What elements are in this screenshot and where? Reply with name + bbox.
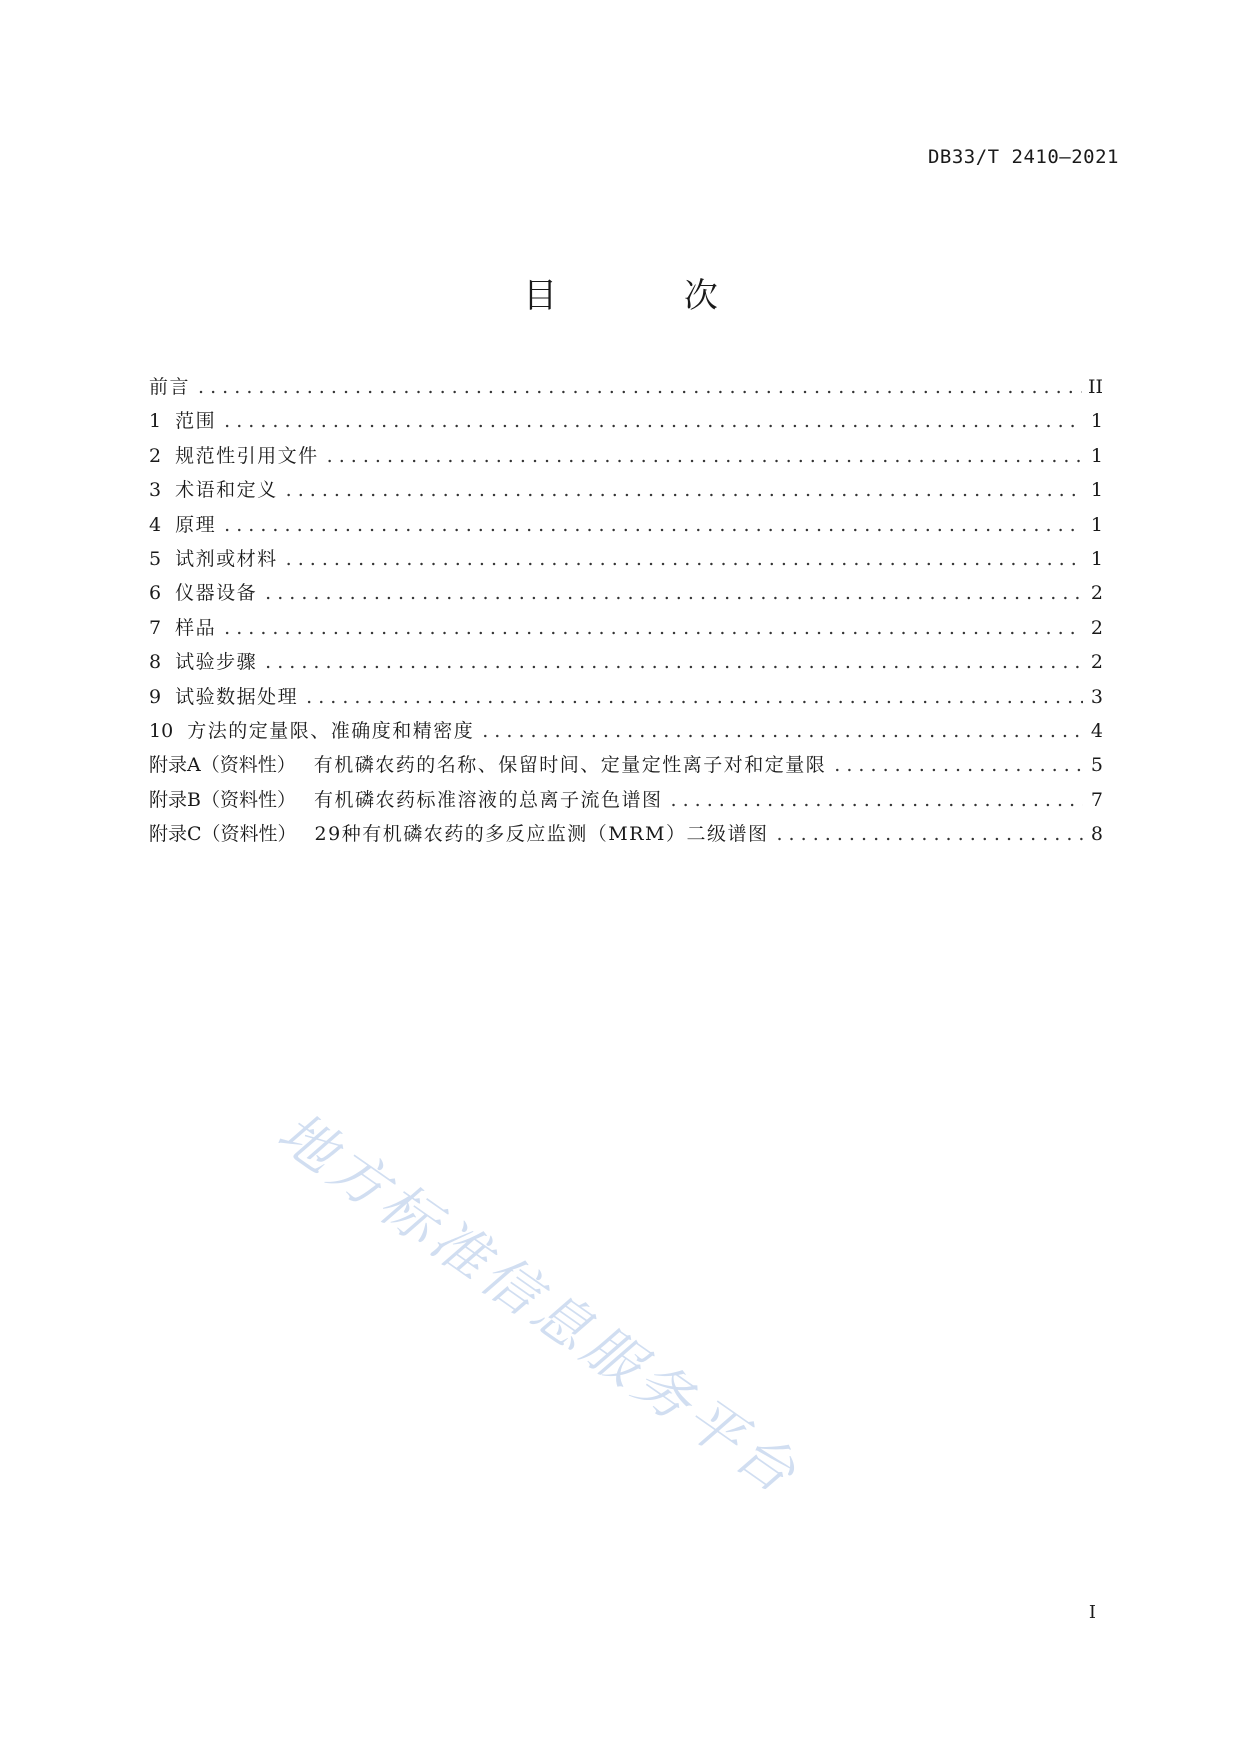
toc-leader-dots xyxy=(482,714,1083,748)
toc-entry-label: 有机磷农药标准溶液的总离子流色谱图 xyxy=(313,788,663,811)
toc-entry-page: 1 xyxy=(1090,410,1103,433)
toc-entry-number: 2 xyxy=(149,444,162,467)
toc-entry-number: 10 xyxy=(149,719,174,742)
toc-entry-page: 2 xyxy=(1090,582,1103,605)
toc-entry-page: 1 xyxy=(1090,513,1103,536)
toc-entry-number: 7 xyxy=(149,616,162,639)
toc-entry-number: 附录A（资料性） xyxy=(149,754,296,777)
toc-entry-label: 试验数据处理 xyxy=(175,685,299,708)
toc-entry-label: 样品 xyxy=(175,616,217,639)
toc-leader-dots xyxy=(198,370,1082,404)
toc-entry-number: 附录C（资料性） xyxy=(149,823,297,846)
toc-entry-1[interactable] xyxy=(149,404,1103,438)
toc-leader-dots xyxy=(286,473,1083,507)
toc-entry-appendix-b[interactable] xyxy=(149,783,1103,817)
toc-entry-page: 1 xyxy=(1090,444,1103,467)
toc-entry-number: 1 xyxy=(149,410,162,433)
toc-entry-page: 7 xyxy=(1090,788,1103,811)
toc-entry-number: 8 xyxy=(149,651,162,674)
toc-entry-7[interactable] xyxy=(149,611,1103,645)
toc-entry-label: 术语和定义 xyxy=(175,479,278,502)
toc-leader-dots xyxy=(670,783,1083,817)
toc-entry-label: 有机磷农药的名称、保留时间、定量定性离子对和定量限 xyxy=(313,754,827,777)
toc-entry-label: 29种有机磷农药的多反应监测（MRM）二级谱图 xyxy=(314,823,769,846)
toc-entry-label: 仪器设备 xyxy=(175,582,258,605)
toc-leader-dots xyxy=(224,404,1083,438)
toc-entry-label: 方法的定量限、准确度和精密度 xyxy=(187,719,475,742)
toc-entry-appendix-c[interactable] xyxy=(149,817,1103,851)
page-number: I xyxy=(1088,1602,1096,1623)
toc-leader-dots xyxy=(224,611,1083,645)
toc-entry-label: 规范性引用文件 xyxy=(175,444,319,467)
toc-entry-6[interactable] xyxy=(149,576,1103,610)
page-title: 目 次 xyxy=(523,276,776,316)
toc-entry-number: 6 xyxy=(149,582,162,605)
toc-entry-5[interactable] xyxy=(149,542,1103,576)
toc-entry-page: 4 xyxy=(1090,719,1103,742)
toc-entry-number: 4 xyxy=(149,513,162,536)
toc-entry-number: 3 xyxy=(149,479,162,502)
document-code: DB33/T 2410—2021 xyxy=(927,146,1119,168)
toc-entry-page: 2 xyxy=(1090,651,1103,674)
toc-leader-dots xyxy=(834,748,1083,782)
table-of-contents xyxy=(149,370,1103,851)
toc-entry-label: 原理 xyxy=(175,513,217,536)
toc-leader-dots xyxy=(224,508,1083,542)
toc-entry-foreword[interactable] xyxy=(149,370,1103,404)
toc-leader-dots xyxy=(286,542,1083,576)
toc-entry-4[interactable] xyxy=(149,508,1103,542)
toc-entry-page: 1 xyxy=(1090,479,1103,502)
toc-entry-label: 范围 xyxy=(175,410,217,433)
toc-leader-dots xyxy=(265,576,1083,610)
toc-entry-10[interactable] xyxy=(149,714,1103,748)
toc-leader-dots xyxy=(306,680,1083,714)
toc-entry-page: 5 xyxy=(1090,754,1103,777)
toc-entry-page: 8 xyxy=(1090,823,1103,846)
toc-entry-appendix-a[interactable] xyxy=(149,748,1103,782)
toc-entry-page: II xyxy=(1087,376,1103,398)
watermark: 地方标准信息服务平台 xyxy=(265,1099,811,1509)
toc-entry-label: 试验步骤 xyxy=(175,651,258,674)
toc-entry-number: 附录B（资料性） xyxy=(149,788,296,811)
toc-entry-number: 9 xyxy=(149,685,162,708)
toc-leader-dots xyxy=(327,439,1083,473)
toc-entry-page: 1 xyxy=(1090,547,1103,570)
toc-entry-2[interactable] xyxy=(149,439,1103,473)
toc-entry-page: 2 xyxy=(1090,616,1103,639)
toc-entry-8[interactable] xyxy=(149,645,1103,679)
toc-entry-label: 试剂或材料 xyxy=(175,547,278,570)
toc-entry-9[interactable] xyxy=(149,680,1103,714)
toc-entry-label: 前言 xyxy=(149,376,191,398)
toc-leader-dots xyxy=(265,645,1083,679)
toc-entry-3[interactable] xyxy=(149,473,1103,507)
toc-entry-page: 3 xyxy=(1090,685,1103,708)
toc-entry-number: 5 xyxy=(149,547,162,570)
toc-leader-dots xyxy=(776,817,1083,851)
